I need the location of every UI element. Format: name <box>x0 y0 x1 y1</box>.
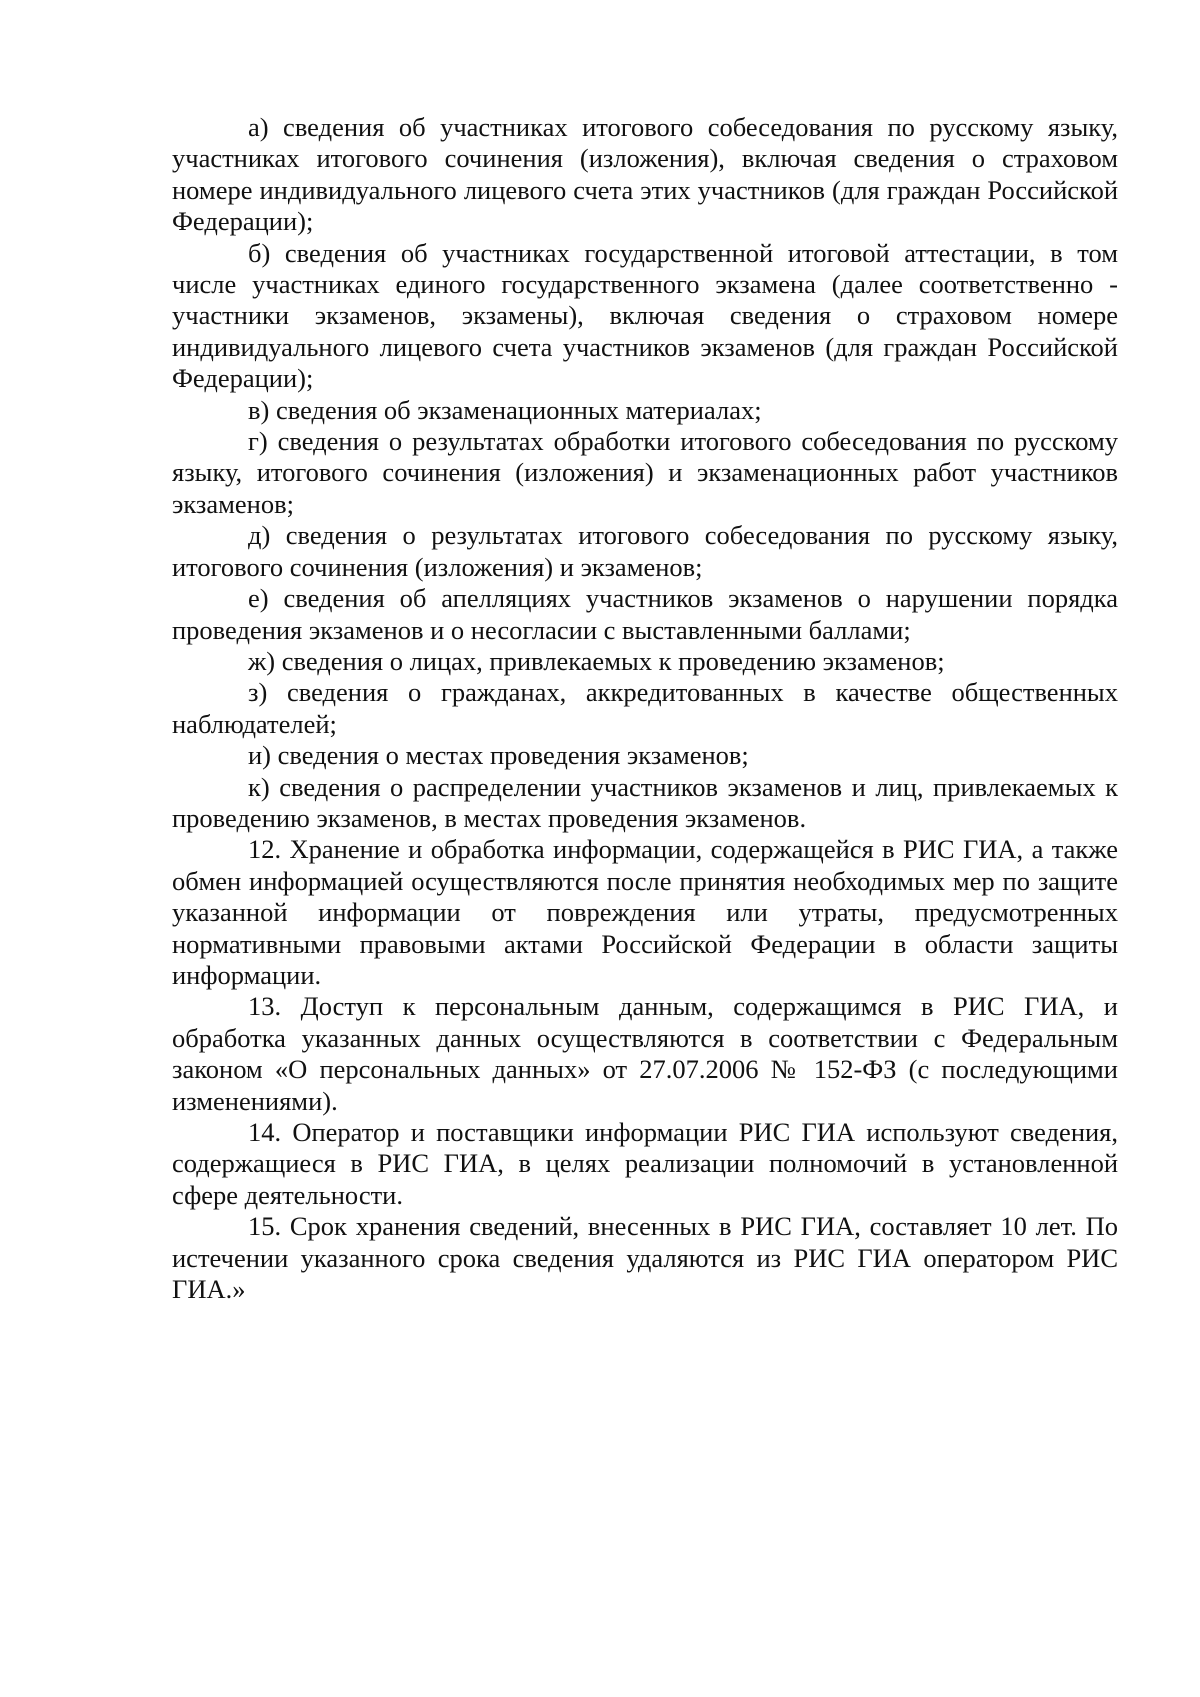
document-body <box>172 112 1118 1305</box>
paragraph-i: и) сведения о местах проведения экзаменов; <box>248 740 749 771</box>
paragraph-e: е) сведения об апелляциях участников экзаменов о нарушении порядка проведения экзаменов и о несогласии с выставленными баллами; <box>172 583 1118 645</box>
paragraph-13: 13. Доступ к персональным данным, содержащимся в РИС ГИА, и обработка указанных данных осуществляются в соответствии с Федеральным законом «О персональных данных» от 27.07.2006 № 152-ФЗ (с последующими изменениями). <box>172 991 1118 1116</box>
paragraph-12: 12. Хранение и обработка информации, содержащейся в РИС ГИА, а также обмен информацией осуществляются после принятия необходимых мер по защите указанной информации от повреждения или утраты, предусмотренных нормативными правовыми актами Российской Федерации в области защиты информации. <box>172 834 1118 990</box>
paragraph-v: в) сведения об экзаменационных материалах; <box>248 394 762 425</box>
paragraph-zh: ж) сведения о лицах, привлекаемых к проведению экзаменов; <box>248 645 945 676</box>
paragraph-b: б) сведения об участниках государственной итоговой аттестации, в том числе участниках единого государственного экзамена (далее соответственно - участники экзаменов, экзамены), включая сведения о страховом номере индивидуального лицевого счета участников экзаменов (для граждан Российской Федерации); <box>172 237 1118 394</box>
paragraph-a: а) сведения об участниках итогового собеседования по русскому языку, участниках итогового сочинения (изложения), включая сведения о страховом номере индивидуального лицевого счета этих участников (для граждан Российской Федерации); <box>172 112 1118 237</box>
paragraph-k: к) сведения о распределении участников экзаменов и лиц, привлекаемых к проведению экзаменов, в местах проведения экзаменов. <box>172 771 1118 833</box>
paragraph-15: 15. Срок хранения сведений, внесенных в РИС ГИА, составляет 10 лет. По истечении указанного срока сведения удаляются из РИС ГИА оператором РИС ГИА.» <box>172 1211 1118 1305</box>
paragraph-g: г) сведения о результатах обработки итогового собеседования по русскому языку, итогового сочинения (изложения) и экзаменационных работ участников экзаменов; <box>172 426 1118 519</box>
paragraph-d: д) сведения о результатах итогового собеседования по русскому языку, итогового сочинения (изложения) и экзаменов; <box>172 520 1118 582</box>
paragraph-14: 14. Оператор и поставщики информации РИС ГИА используют сведения, содержащиеся в РИС ГИА, в целях реализации полномочий в установленной сфере деятельности. <box>172 1117 1118 1210</box>
paragraph-z: з) сведения о гражданах, аккредитованных в качестве общественных наблюдателей; <box>172 677 1118 739</box>
